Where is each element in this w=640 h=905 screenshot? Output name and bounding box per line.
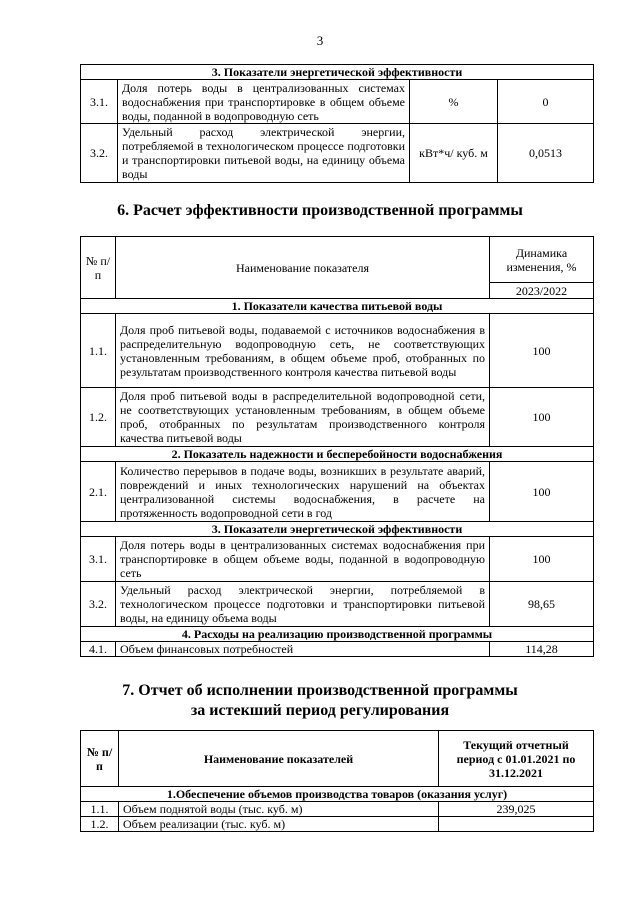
section-header-quality: 1. Показатели качества питьевой воды bbox=[81, 299, 594, 314]
indicator-name: Доля потерь воды в централизованных системах водоснабжения при транспортировке в общем объеме воды, поданной в водопроводную сеть bbox=[118, 80, 410, 124]
page-number: 3 bbox=[316, 33, 324, 48]
value: 114,28 bbox=[490, 642, 594, 657]
header-number: № п/п bbox=[81, 237, 116, 299]
indicator-name: Объем поднятой воды (тыс. куб. м) bbox=[119, 802, 439, 817]
section-header-energy: 3. Показатели энергетической эффективности bbox=[81, 522, 594, 537]
header-number: № п/п bbox=[81, 731, 119, 787]
indicator-name: Количество перерывов в подаче воды, возникших в результате аварий, повреждений и иных технологических нарушений на объектах централизованной системы водоснабжения, в расчете на протяженность водопроводной сети в год bbox=[116, 462, 490, 522]
header-period: 2023/2022 bbox=[490, 283, 594, 299]
section-header-energy: 3. Показатели энергетической эффективности bbox=[81, 65, 594, 80]
header-indicator-name: Наименование показателя bbox=[116, 237, 490, 299]
row-number: 1.1. bbox=[81, 314, 116, 388]
value: 100 bbox=[490, 462, 594, 522]
row-number: 2.1. bbox=[81, 462, 116, 522]
row-number: 1.2. bbox=[81, 388, 116, 447]
value: 100 bbox=[490, 388, 594, 447]
indicator-name: Объем реализации (тыс. куб. м) bbox=[119, 817, 439, 832]
section-7-heading-line2: за истекший период регулирования bbox=[190, 702, 450, 719]
efficiency-calculation-table bbox=[80, 236, 594, 657]
indicator-name: Доля потерь воды в централизованных системах водоснабжения при транспортировке в общем объеме воды, поданной в водопроводную сеть bbox=[116, 537, 490, 582]
value: 0,0513 bbox=[498, 124, 594, 183]
indicator-name: Доля проб питьевой воды, подаваемой с источников водоснабжения в распределительную водопроводную сеть, не соответствующих установленным требованиям, в общем объеме проб, отобранных по результатам производственного контроля качества питьевой воды bbox=[116, 314, 490, 388]
value: 98,65 bbox=[490, 582, 594, 627]
value bbox=[439, 817, 594, 832]
value: 100 bbox=[490, 314, 594, 388]
indicator-name: Доля проб питьевой воды в распределительной водопроводной сети, не соответствующих установленным требованиям, в общем объеме проб, отобранных по результатам производственного контроля качества питьевой воды bbox=[116, 388, 490, 447]
header-indicator-name: Наименование показателей bbox=[119, 731, 439, 787]
row-number: 4.1. bbox=[81, 642, 116, 657]
value: 239,025 bbox=[439, 802, 594, 817]
row-number: 3.1. bbox=[81, 80, 118, 124]
section-6-heading: 6. Расчет эффективности производственной программы bbox=[117, 202, 523, 219]
section-7-heading-line1: 7. Отчет об исполнении производственной программы bbox=[122, 682, 518, 699]
header-dynamics: Динамика изменения, % bbox=[490, 237, 594, 283]
section-header-production: 1.Обеспечение объемов производства товаров (оказания услуг) bbox=[81, 787, 594, 802]
row-number: 3.1. bbox=[81, 537, 116, 582]
row-number: 1.1. bbox=[81, 802, 119, 817]
unit: % bbox=[410, 80, 498, 124]
row-number: 3.2. bbox=[81, 582, 116, 627]
section-header-expenses: 4. Расходы на реализацию производственной программы bbox=[81, 627, 594, 642]
header-reporting-period: Текущий отчетный период с 01.01.2021 по 31.12.2021 bbox=[439, 731, 594, 787]
indicator-name: Объем финансовых потребностей bbox=[116, 642, 490, 657]
energy-efficiency-table bbox=[80, 64, 594, 183]
value: 0 bbox=[498, 80, 594, 124]
row-number: 1.2. bbox=[81, 817, 119, 832]
value: 100 bbox=[490, 537, 594, 582]
section-header-reliability: 2. Показатель надежности и бесперебойности водоснабжения bbox=[81, 447, 594, 462]
row-number: 3.2. bbox=[81, 124, 118, 183]
unit: кВт*ч/ куб. м bbox=[410, 124, 498, 183]
indicator-name: Удельный расход электрической энергии, потребляемой в технологическом процессе подготовки и транспортировки питьевой воды, на единицу объема воды bbox=[118, 124, 410, 183]
indicator-name: Удельный расход электрической энергии, потребляемой в технологическом процессе подготовки и транспортировки питьевой воды, на единицу объема воды bbox=[116, 582, 490, 627]
program-report-table bbox=[80, 730, 594, 832]
